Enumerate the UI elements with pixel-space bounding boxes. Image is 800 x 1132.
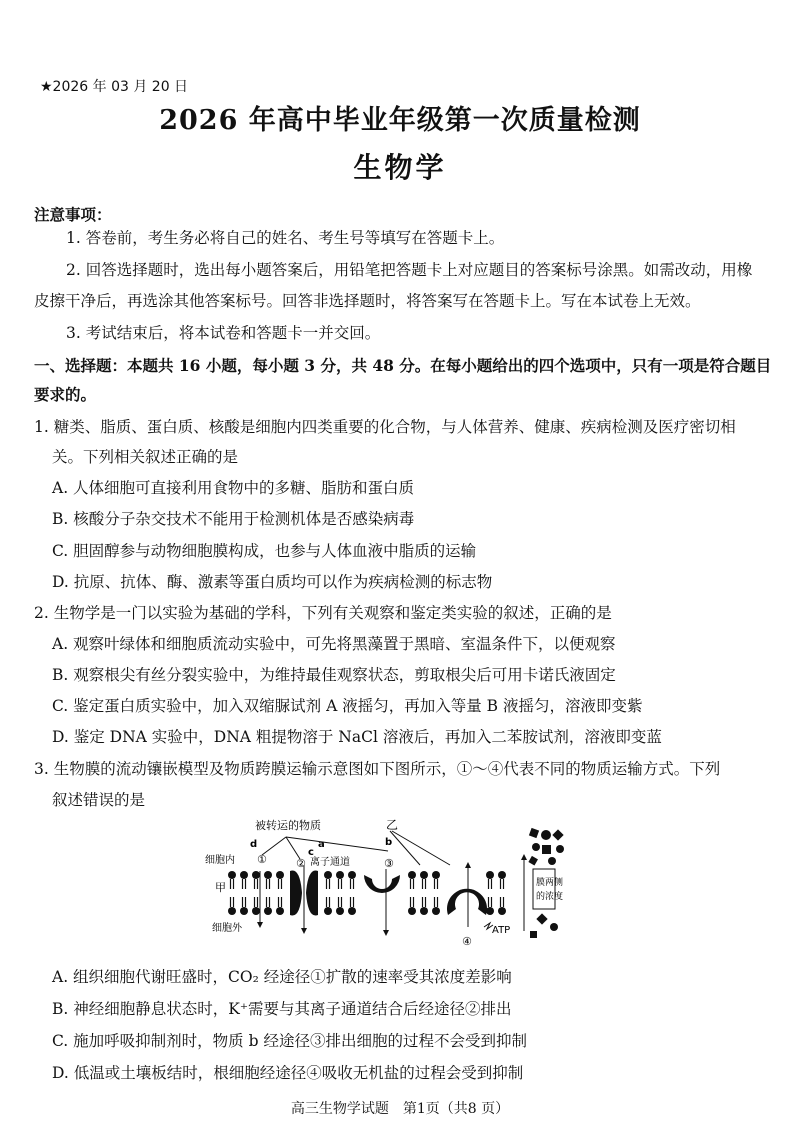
figure-label-a: a (318, 839, 325, 850)
section-heading: 要求的。 (34, 385, 97, 404)
option: C. 胆固醇参与动物细胞膜构成，也参与人体血液中脂质的运输 (52, 542, 477, 560)
question-stem: 关。下列相关叙述正确的是 (52, 448, 239, 466)
figure-label-n3: ③ (384, 857, 394, 870)
figure-label-c: c (308, 847, 314, 858)
option: C. 鉴定蛋白质实验中，加入双缩脲试剂 A 液摇匀，再加入等量 B 液摇匀，溶液即变紫 (52, 697, 643, 715)
notice-heading: 注意事项： (34, 205, 112, 224)
figure-label-b: b (385, 837, 393, 848)
option: C. 施加呼吸抑制剂时，物质 b 经途径③排出细胞的过程不会受到抑制 (52, 1032, 527, 1050)
option: D. 低温或土壤板结时，根细胞经途径④吸收无机盐的过程会受到抑制 (52, 1064, 524, 1082)
figure-label-jia: 甲 (215, 881, 226, 894)
question-stem: 3. 生物膜的流动镶嵌模型及物质跨膜运输示意图如下图所示，①～④代表不同的物质运输方式。下列 (34, 760, 721, 778)
option: D. 鉴定 DNA 实验中，DNA 粗提物溶于 NaCl 溶液后，再加入二苯胺试剂，溶液即变蓝 (52, 728, 662, 746)
exam-subject: 生物学 (353, 151, 447, 184)
notice-item: 2. 回答选择题时，选出每小题答案后，用铅笔把答题卡上对应题目的答案标号涂黑。如需改动，用橡 (66, 261, 753, 279)
notice-item: 1. 答卷前，考生务必将自己的姓名、考生号等填写在答题卡上。 (66, 229, 505, 247)
notice-item: 3. 考试结束后，将本试卷和答题卡一并交回。 (66, 324, 381, 342)
option: D. 抗原、抗体、酶、激素等蛋白质均可以作为疾病检测的标志物 (52, 573, 493, 591)
figure-label-inside: 细胞内 (205, 855, 235, 866)
membrane-transport-figure (200, 815, 600, 955)
question-stem: 叙述错误的是 (52, 791, 146, 809)
option: A. 组织细胞代谢旺盛时，CO₂ 经途径①扩散的速率受其浓度差影响 (52, 968, 512, 986)
figure-label-ion-channel: 离子通道 (310, 857, 350, 868)
option: B. 神经细胞静息状态时，K⁺需要与其离子通道结合后经途径②排出 (52, 1000, 512, 1018)
option: A. 观察叶绿体和细胞质流动实验中，可先将黑藻置于黑暗、室温条件下，以便观察 (52, 635, 616, 653)
figure-label-n4: ④ (462, 935, 472, 948)
exam-date: ★2026 年 03 月 20 日 (40, 79, 189, 95)
option: B. 核酸分子杂交技术不能用于检测机体是否感染病毒 (52, 510, 415, 528)
figure-legend-line: 膜两侧 (536, 878, 564, 888)
exam-title: 2026 年高中毕业年级第一次质量检测 (159, 105, 641, 136)
figure-label-atp: ATP (492, 925, 511, 936)
question-stem: 2. 生物学是一门以实验为基础的学科，下列有关观察和鉴定类实验的叙述，正确的是 (34, 604, 612, 622)
figure-label-n2: ② (296, 857, 306, 870)
figure-label-yi: 乙 (386, 818, 399, 832)
page-footer: 高三生物学试题 第1页（共8 页） (290, 1101, 510, 1117)
option: B. 观察根尖有丝分裂实验中，为维持最佳观察状态，剪取根尖后可用卡诺氏液固定 (52, 666, 616, 684)
question-stem: 1. 糖类、脂质、蛋白质、核酸是细胞内四类重要的化合物，与人体营养、健康、疾病检测及医疗密切相 (34, 418, 736, 436)
notice-item: 皮擦干净后，再选涂其他答案标号。回答非选择题时，将答案写在答题卡上。写在本试卷上无效。 (34, 292, 701, 310)
atp-pump-protein (447, 889, 487, 915)
figure-label-outside: 细胞外 (212, 923, 242, 934)
figure-label-transported: 被转运的物质 (255, 819, 321, 832)
figure-label-d: d (250, 839, 258, 850)
option: A. 人体细胞可直接利用食物中的多糖、脂肪和蛋白质 (52, 479, 415, 497)
carrier-protein (364, 875, 400, 893)
figure-label-n1: ① (257, 853, 267, 866)
section-heading: 一、选择题：本题共 16 小题，每小题 3 分，共 48 分。在每小题给出的四个选项中，只有一项是符合题目 (34, 356, 772, 375)
figure-legend-line: 的浓度 (536, 892, 564, 902)
